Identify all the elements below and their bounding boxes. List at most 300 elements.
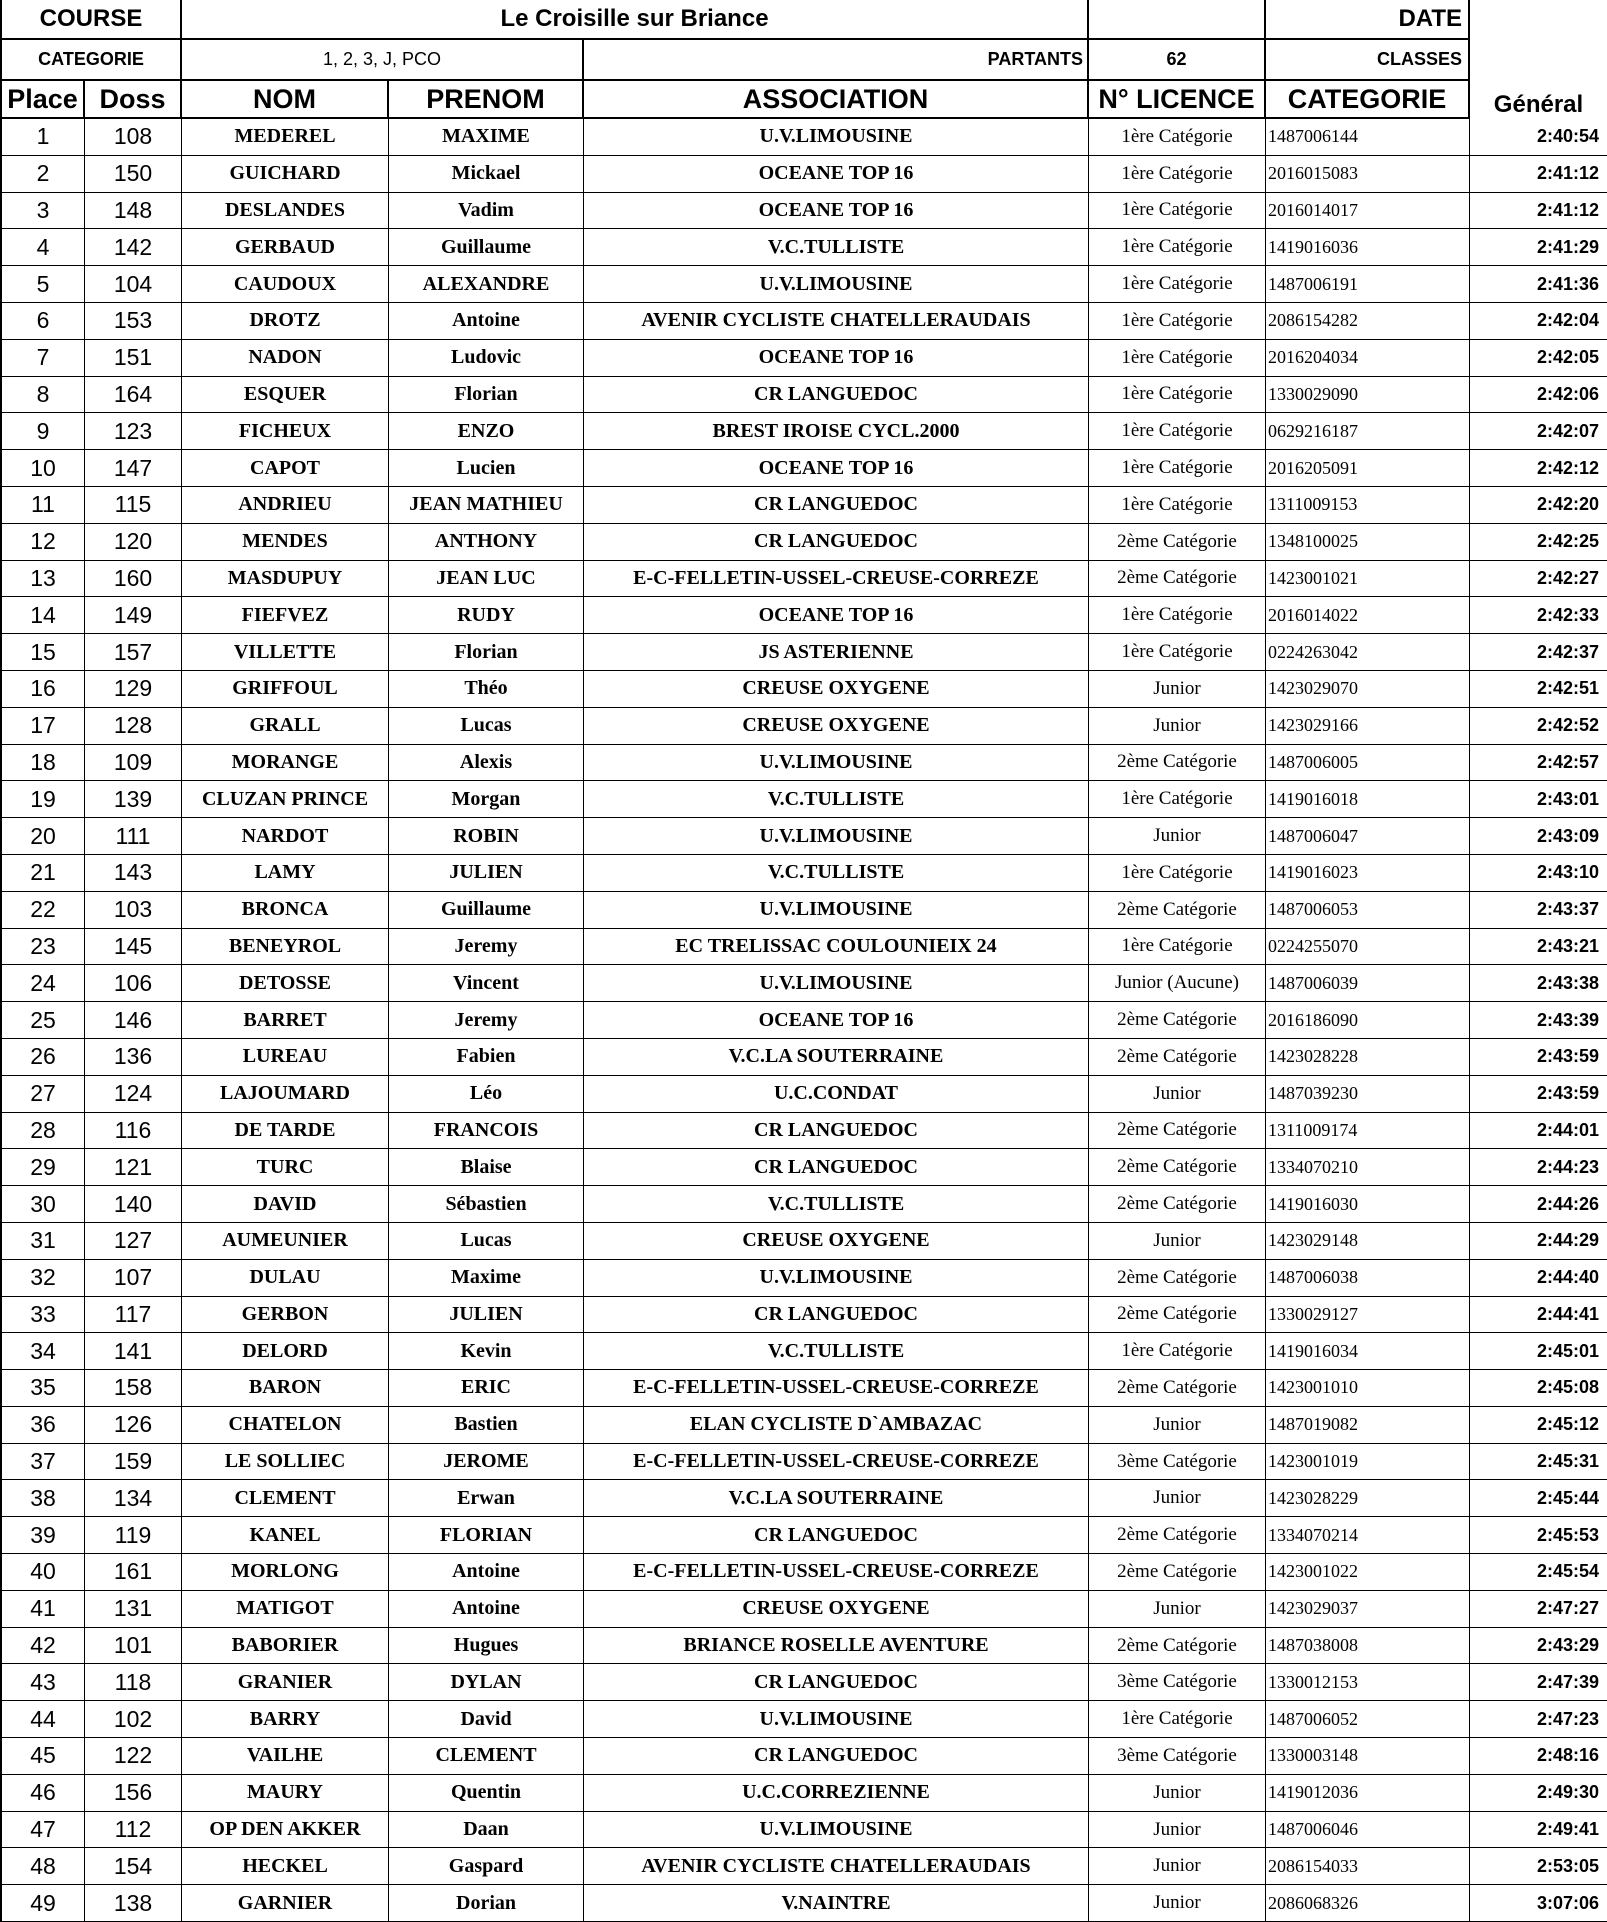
place-cell: 1 <box>0 119 85 156</box>
categorie-cell: 1423001010 <box>1266 1370 1470 1407</box>
place-cell: 17 <box>0 708 85 745</box>
prenom-cell: Ludovic <box>389 340 584 377</box>
table-row <box>0 340 1607 377</box>
licence-cell: Junior <box>1089 818 1266 855</box>
table-row <box>0 413 1607 450</box>
prenom-cell: Antoine <box>389 1554 584 1591</box>
doss-cell: 164 <box>85 377 182 414</box>
categorie-cell: 1330003148 <box>1266 1738 1470 1775</box>
table-row <box>0 1885 1607 1922</box>
categorie-cell: 1419012036 <box>1266 1775 1470 1812</box>
prenom-cell: Sébastien <box>389 1186 584 1223</box>
association-cell: U.C.CONDAT <box>584 1076 1089 1113</box>
table-row <box>0 1738 1607 1775</box>
nom-cell: CHATELON <box>182 1407 389 1444</box>
doss-cell: 143 <box>85 855 182 892</box>
prenom-cell: Florian <box>389 377 584 414</box>
association-cell: BREST IROISE CYCL.2000 <box>584 413 1089 450</box>
results-table-body <box>0 119 1607 1922</box>
general-time-cell: 2:43:10 <box>1470 855 1607 892</box>
doss-cell: 119 <box>85 1517 182 1554</box>
doss-cell: 112 <box>85 1812 182 1849</box>
course-label: COURSE <box>0 0 182 40</box>
licence-cell: 1ère Catégorie <box>1089 266 1266 303</box>
prenom-cell: Kevin <box>389 1333 584 1370</box>
categorie-cell: 1423001022 <box>1266 1554 1470 1591</box>
prenom-cell: Lucas <box>389 708 584 745</box>
partants-value: 62 <box>1089 40 1266 81</box>
prenom-cell: Antoine <box>389 1591 584 1628</box>
course-value: Le Croisille sur Briance <box>182 0 1089 40</box>
prenom-cell: FRANCOIS <box>389 1113 584 1150</box>
general-time-cell: 2:49:41 <box>1470 1812 1607 1849</box>
doss-cell: 134 <box>85 1480 182 1517</box>
categorie-cell: 2086154282 <box>1266 303 1470 340</box>
categorie-cell: 1487006038 <box>1266 1260 1470 1297</box>
licence-cell: 2ème Catégorie <box>1089 1370 1266 1407</box>
general-time-cell: 2:42:57 <box>1470 745 1607 782</box>
categorie-cell: 1330029127 <box>1266 1297 1470 1334</box>
prenom-cell: Hugues <box>389 1628 584 1665</box>
licence-cell: 1ère Catégorie <box>1089 119 1266 156</box>
nom-cell: AUMEUNIER <box>182 1223 389 1260</box>
nom-cell: DULAU <box>182 1260 389 1297</box>
doss-cell: 157 <box>85 634 182 671</box>
licence-cell: 1ère Catégorie <box>1089 303 1266 340</box>
prenom-cell: JULIEN <box>389 1297 584 1334</box>
prenom-cell: JEAN LUC <box>389 561 584 598</box>
doss-cell: 151 <box>85 340 182 377</box>
prenom-cell: CLEMENT <box>389 1738 584 1775</box>
association-cell: E-C-FELLETIN-USSEL-CREUSE-CORREZE <box>584 1370 1089 1407</box>
association-cell: OCEANE TOP 16 <box>584 193 1089 230</box>
place-cell: 20 <box>0 818 85 855</box>
categorie-cell: 0629216187 <box>1266 413 1470 450</box>
table-row <box>0 1223 1607 1260</box>
prenom-cell: Lucien <box>389 450 584 487</box>
nom-cell: GUICHARD <box>182 156 389 193</box>
prenom-cell: Blaise <box>389 1149 584 1186</box>
prenom-cell: Erwan <box>389 1480 584 1517</box>
general-time-cell: 2:48:16 <box>1470 1738 1607 1775</box>
categorie-cell: 1487006144 <box>1266 119 1470 156</box>
doss-cell: 149 <box>85 597 182 634</box>
place-cell: 48 <box>0 1848 85 1885</box>
categorie-cell: 1311009174 <box>1266 1113 1470 1150</box>
general-time-cell: 2:53:05 <box>1470 1848 1607 1885</box>
general-time-cell: 2:44:01 <box>1470 1113 1607 1150</box>
table-row <box>0 377 1607 414</box>
prenom-cell: JEROME <box>389 1444 584 1481</box>
place-cell: 2 <box>0 156 85 193</box>
prenom-cell: Florian <box>389 634 584 671</box>
prenom-cell: David <box>389 1701 584 1738</box>
categorie-cell: 1423028229 <box>1266 1480 1470 1517</box>
doss-cell: 127 <box>85 1223 182 1260</box>
nom-cell: BARON <box>182 1370 389 1407</box>
association-cell: OCEANE TOP 16 <box>584 1002 1089 1039</box>
association-cell: BRIANCE ROSELLE AVENTURE <box>584 1628 1089 1665</box>
licence-cell: Junior <box>1089 1848 1266 1885</box>
categorie-cell: 0224255070 <box>1266 929 1470 966</box>
association-cell: EC TRELISSAC COULOUNIEIX 24 <box>584 929 1089 966</box>
general-time-cell: 2:47:27 <box>1470 1591 1607 1628</box>
nom-cell: NARDOT <box>182 818 389 855</box>
place-cell: 27 <box>0 1076 85 1113</box>
doss-cell: 148 <box>85 193 182 230</box>
association-cell: V.C.TULLISTE <box>584 1333 1089 1370</box>
table-row <box>0 1628 1607 1665</box>
general-time-cell: 2:42:27 <box>1470 561 1607 598</box>
licence-cell: 2ème Catégorie <box>1089 745 1266 782</box>
doss-cell: 160 <box>85 561 182 598</box>
association-cell: ELAN CYCLISTE D`AMBAZAC <box>584 1407 1089 1444</box>
general-time-cell: 2:45:01 <box>1470 1333 1607 1370</box>
licence-cell: 2ème Catégorie <box>1089 561 1266 598</box>
prenom-cell: ANTHONY <box>389 524 584 561</box>
doss-cell: 156 <box>85 1775 182 1812</box>
nom-cell: TURC <box>182 1149 389 1186</box>
place-cell: 44 <box>0 1701 85 1738</box>
table-row <box>0 1517 1607 1554</box>
table-row <box>0 597 1607 634</box>
licence-cell: 1ère Catégorie <box>1089 450 1266 487</box>
table-row <box>0 1480 1607 1517</box>
prenom-cell: Vincent <box>389 965 584 1002</box>
prenom-cell: RUDY <box>389 597 584 634</box>
table-row <box>0 855 1607 892</box>
general-time-cell: 2:42:25 <box>1470 524 1607 561</box>
prenom-cell: Jeremy <box>389 1002 584 1039</box>
general-time-cell: 2:41:29 <box>1470 229 1607 266</box>
categorie-cell: 2086154033 <box>1266 1848 1470 1885</box>
nom-cell: MASDUPUY <box>182 561 389 598</box>
nom-cell: CAUDOUX <box>182 266 389 303</box>
doss-cell: 116 <box>85 1113 182 1150</box>
licence-cell: 1ère Catégorie <box>1089 634 1266 671</box>
doss-cell: 115 <box>85 487 182 524</box>
nom-cell: BENEYROL <box>182 929 389 966</box>
doss-cell: 108 <box>85 119 182 156</box>
general-time-cell: 2:43:59 <box>1470 1076 1607 1113</box>
categorie-cell: 1423001019 <box>1266 1444 1470 1481</box>
association-cell: CREUSE OXYGENE <box>584 1223 1089 1260</box>
categorie-value: 1, 2, 3, J, PCO <box>182 40 584 81</box>
general-time-cell: 2:42:51 <box>1470 671 1607 708</box>
doss-cell: 138 <box>85 1885 182 1922</box>
association-cell: E-C-FELLETIN-USSEL-CREUSE-CORREZE <box>584 1554 1089 1591</box>
doss-cell: 161 <box>85 1554 182 1591</box>
col-header-doss: Doss <box>85 81 182 119</box>
prenom-cell: Théo <box>389 671 584 708</box>
place-cell: 49 <box>0 1885 85 1922</box>
doss-cell: 118 <box>85 1664 182 1701</box>
general-time-cell: 2:44:23 <box>1470 1149 1607 1186</box>
licence-cell: 2ème Catégorie <box>1089 1554 1266 1591</box>
doss-cell: 145 <box>85 929 182 966</box>
general-time-cell: 2:41:12 <box>1470 156 1607 193</box>
prenom-cell: Léo <box>389 1076 584 1113</box>
general-time-cell: 2:45:54 <box>1470 1554 1607 1591</box>
licence-cell: Junior <box>1089 1407 1266 1444</box>
categorie-cell: 2016204034 <box>1266 340 1470 377</box>
categorie-cell: 0224263042 <box>1266 634 1470 671</box>
doss-cell: 141 <box>85 1333 182 1370</box>
col-header-place: Place <box>0 81 85 119</box>
table-row <box>0 1002 1607 1039</box>
nom-cell: CLEMENT <box>182 1480 389 1517</box>
licence-cell: 1ère Catégorie <box>1089 487 1266 524</box>
licence-cell: 1ère Catégorie <box>1089 413 1266 450</box>
licence-cell: 1ère Catégorie <box>1089 377 1266 414</box>
general-time-cell: 2:44:40 <box>1470 1260 1607 1297</box>
table-row <box>0 671 1607 708</box>
general-time-cell: 2:41:12 <box>1470 193 1607 230</box>
association-cell: U.V.LIMOUSINE <box>584 818 1089 855</box>
general-time-cell: 2:42:05 <box>1470 340 1607 377</box>
association-cell: CR LANGUEDOC <box>584 1297 1089 1334</box>
categorie-cell: 2016015083 <box>1266 156 1470 193</box>
place-cell: 7 <box>0 340 85 377</box>
nom-cell: MORANGE <box>182 745 389 782</box>
place-cell: 15 <box>0 634 85 671</box>
prenom-cell: ALEXANDRE <box>389 266 584 303</box>
table-row <box>0 708 1607 745</box>
prenom-cell: Quentin <box>389 1775 584 1812</box>
table-row <box>0 781 1607 818</box>
place-cell: 41 <box>0 1591 85 1628</box>
table-row <box>0 1407 1607 1444</box>
table-row <box>0 965 1607 1002</box>
prenom-cell: Guillaume <box>389 229 584 266</box>
nom-cell: DESLANDES <box>182 193 389 230</box>
place-cell: 34 <box>0 1333 85 1370</box>
col-header-licence: N° LICENCE <box>1089 81 1266 119</box>
association-cell: U.V.LIMOUSINE <box>584 1701 1089 1738</box>
general-time-cell: 2:45:12 <box>1470 1407 1607 1444</box>
doss-cell: 150 <box>85 156 182 193</box>
categorie-cell: 1330012153 <box>1266 1664 1470 1701</box>
association-cell: OCEANE TOP 16 <box>584 450 1089 487</box>
place-cell: 5 <box>0 266 85 303</box>
nom-cell: GARNIER <box>182 1885 389 1922</box>
table-row <box>0 1444 1607 1481</box>
nom-cell: DETOSSE <box>182 965 389 1002</box>
association-cell: OCEANE TOP 16 <box>584 597 1089 634</box>
nom-cell: KANEL <box>182 1517 389 1554</box>
association-cell: V.NAINTRE <box>584 1885 1089 1922</box>
date-label: DATE <box>1266 0 1470 40</box>
place-cell: 6 <box>0 303 85 340</box>
categorie-cell: 1423029166 <box>1266 708 1470 745</box>
association-cell: CR LANGUEDOC <box>584 524 1089 561</box>
association-cell: CR LANGUEDOC <box>584 1113 1089 1150</box>
doss-cell: 121 <box>85 1149 182 1186</box>
categorie-cell: 1423029070 <box>1266 671 1470 708</box>
nom-cell: MORLONG <box>182 1554 389 1591</box>
place-cell: 42 <box>0 1628 85 1665</box>
categorie-cell: 1330029090 <box>1266 377 1470 414</box>
licence-cell: Junior <box>1089 671 1266 708</box>
association-cell: AVENIR CYCLISTE CHATELLERAUDAIS <box>584 1848 1089 1885</box>
categorie-cell: 1334070210 <box>1266 1149 1470 1186</box>
column-header-row <box>0 81 1607 119</box>
categorie-cell: 1348100025 <box>1266 524 1470 561</box>
licence-cell: 1ère Catégorie <box>1089 340 1266 377</box>
doss-cell: 104 <box>85 266 182 303</box>
nom-cell: BARRY <box>182 1701 389 1738</box>
place-cell: 13 <box>0 561 85 598</box>
licence-cell: Junior <box>1089 1480 1266 1517</box>
place-cell: 35 <box>0 1370 85 1407</box>
table-row <box>0 1333 1607 1370</box>
association-cell: CR LANGUEDOC <box>584 1149 1089 1186</box>
prenom-cell: Daan <box>389 1812 584 1849</box>
doss-cell: 102 <box>85 1701 182 1738</box>
licence-cell: 3ème Catégorie <box>1089 1738 1266 1775</box>
licence-cell: 2ème Catégorie <box>1089 1149 1266 1186</box>
place-cell: 19 <box>0 781 85 818</box>
table-row <box>0 524 1607 561</box>
association-cell: CR LANGUEDOC <box>584 1517 1089 1554</box>
association-cell: U.C.CORREZIENNE <box>584 1775 1089 1812</box>
categorie-cell: 2016186090 <box>1266 1002 1470 1039</box>
association-cell: U.V.LIMOUSINE <box>584 266 1089 303</box>
doss-cell: 142 <box>85 229 182 266</box>
place-cell: 22 <box>0 892 85 929</box>
association-cell: V.C.TULLISTE <box>584 229 1089 266</box>
nom-cell: LE SOLLIEC <box>182 1444 389 1481</box>
nom-cell: DAVID <box>182 1186 389 1223</box>
categorie-cell: 1487006191 <box>1266 266 1470 303</box>
prenom-cell: ENZO <box>389 413 584 450</box>
prenom-cell: Guillaume <box>389 892 584 929</box>
general-time-cell: 2:43:39 <box>1470 1002 1607 1039</box>
prenom-cell: ROBIN <box>389 818 584 855</box>
doss-cell: 126 <box>85 1407 182 1444</box>
categorie-cell: 1419016018 <box>1266 781 1470 818</box>
table-row <box>0 818 1607 855</box>
general-time-cell: 2:43:38 <box>1470 965 1607 1002</box>
general-time-cell: 2:40:54 <box>1470 119 1607 156</box>
header-blank-cell <box>1089 0 1266 40</box>
place-cell: 21 <box>0 855 85 892</box>
doss-cell: 111 <box>85 818 182 855</box>
place-cell: 30 <box>0 1186 85 1223</box>
nom-cell: NADON <box>182 340 389 377</box>
place-cell: 10 <box>0 450 85 487</box>
table-row <box>0 1076 1607 1113</box>
categorie-cell: 1423029037 <box>1266 1591 1470 1628</box>
classes-label: CLASSES <box>1266 40 1470 81</box>
doss-cell: 136 <box>85 1039 182 1076</box>
table-row <box>0 1113 1607 1150</box>
prenom-cell: Alexis <box>389 745 584 782</box>
place-cell: 46 <box>0 1775 85 1812</box>
general-time-cell: 2:42:07 <box>1470 413 1607 450</box>
general-time-cell: 2:45:08 <box>1470 1370 1607 1407</box>
nom-cell: OP DEN AKKER <box>182 1812 389 1849</box>
general-time-cell: 2:44:26 <box>1470 1186 1607 1223</box>
categorie-cell: 2016014022 <box>1266 597 1470 634</box>
prenom-cell: JEAN MATHIEU <box>389 487 584 524</box>
header-row-categorie <box>0 40 1470 81</box>
categorie-cell: 1334070214 <box>1266 1517 1470 1554</box>
licence-cell: 1ère Catégorie <box>1089 1333 1266 1370</box>
licence-cell: 2ème Catégorie <box>1089 1297 1266 1334</box>
general-time-cell: 2:43:37 <box>1470 892 1607 929</box>
licence-cell: Junior <box>1089 1775 1266 1812</box>
place-cell: 12 <box>0 524 85 561</box>
doss-cell: 140 <box>85 1186 182 1223</box>
doss-cell: 159 <box>85 1444 182 1481</box>
general-time-cell: 2:43:09 <box>1470 818 1607 855</box>
association-cell: CR LANGUEDOC <box>584 1738 1089 1775</box>
association-cell: OCEANE TOP 16 <box>584 340 1089 377</box>
general-time-cell: 2:43:59 <box>1470 1039 1607 1076</box>
nom-cell: BABORIER <box>182 1628 389 1665</box>
col-header-prenom: PRENOM <box>389 81 584 119</box>
general-time-cell: 2:42:33 <box>1470 597 1607 634</box>
place-cell: 4 <box>0 229 85 266</box>
prenom-cell: Mickael <box>389 156 584 193</box>
table-row <box>0 266 1607 303</box>
categorie-cell: 1487038008 <box>1266 1628 1470 1665</box>
nom-cell: DE TARDE <box>182 1113 389 1150</box>
prenom-cell: Fabien <box>389 1039 584 1076</box>
table-row <box>0 156 1607 193</box>
place-cell: 25 <box>0 1002 85 1039</box>
association-cell: U.V.LIMOUSINE <box>584 965 1089 1002</box>
licence-cell: 1ère Catégorie <box>1089 229 1266 266</box>
licence-cell: 3ème Catégorie <box>1089 1444 1266 1481</box>
prenom-cell: Morgan <box>389 781 584 818</box>
licence-cell: 1ère Catégorie <box>1089 156 1266 193</box>
licence-cell: Junior <box>1089 1591 1266 1628</box>
categorie-cell: 2016014017 <box>1266 193 1470 230</box>
general-time-cell: 2:42:12 <box>1470 450 1607 487</box>
licence-cell: 1ère Catégorie <box>1089 193 1266 230</box>
prenom-cell: FLORIAN <box>389 1517 584 1554</box>
nom-cell: VAILHE <box>182 1738 389 1775</box>
doss-cell: 101 <box>85 1628 182 1665</box>
nom-cell: BARRET <box>182 1002 389 1039</box>
association-cell: U.V.LIMOUSINE <box>584 119 1089 156</box>
table-row <box>0 1848 1607 1885</box>
categorie-cell: 1419016034 <box>1266 1333 1470 1370</box>
general-time-cell: 2:42:20 <box>1470 487 1607 524</box>
table-row <box>0 1186 1607 1223</box>
categorie-cell: 1487006053 <box>1266 892 1470 929</box>
place-cell: 16 <box>0 671 85 708</box>
nom-cell: DROTZ <box>182 303 389 340</box>
licence-cell: 2ème Catégorie <box>1089 1517 1266 1554</box>
table-row <box>0 892 1607 929</box>
doss-cell: 122 <box>85 1738 182 1775</box>
table-row <box>0 1591 1607 1628</box>
place-cell: 32 <box>0 1260 85 1297</box>
general-time-cell: 2:45:53 <box>1470 1517 1607 1554</box>
doss-cell: 153 <box>85 303 182 340</box>
nom-cell: LAMY <box>182 855 389 892</box>
doss-cell: 129 <box>85 671 182 708</box>
general-time-cell: 2:43:01 <box>1470 781 1607 818</box>
table-row <box>0 119 1607 156</box>
association-cell: E-C-FELLETIN-USSEL-CREUSE-CORREZE <box>584 561 1089 598</box>
association-cell: V.C.LA SOUTERRAINE <box>584 1039 1089 1076</box>
doss-cell: 117 <box>85 1297 182 1334</box>
association-cell: U.V.LIMOUSINE <box>584 1260 1089 1297</box>
